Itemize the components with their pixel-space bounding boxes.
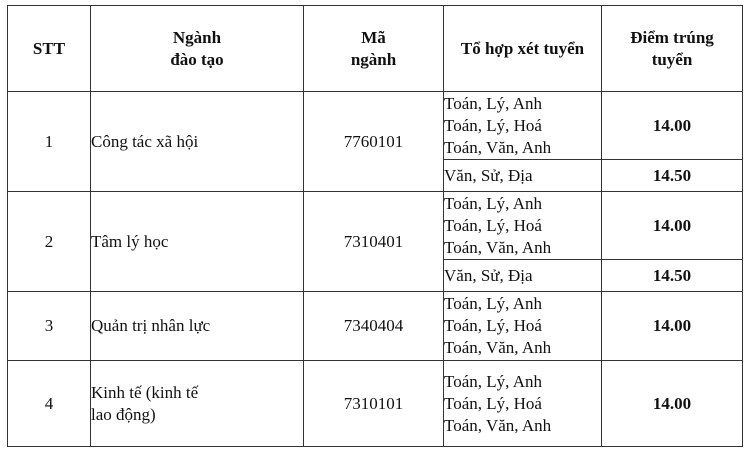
row-score: 14.00 bbox=[602, 92, 743, 160]
header-score-line-1: Điểm trúng bbox=[630, 27, 714, 47]
row-major bbox=[91, 361, 304, 447]
row-score: 14.50 bbox=[602, 160, 743, 192]
header-major bbox=[91, 6, 304, 92]
combo-line: Toán, Lý, Anh bbox=[444, 193, 542, 213]
combo-line: Toán, Lý, Hoá bbox=[444, 215, 542, 235]
combo-line: Toán, Văn, Anh bbox=[444, 237, 552, 257]
header-code-line-2: ngành bbox=[350, 49, 397, 69]
row-code: 7310101 bbox=[304, 361, 444, 447]
table-row bbox=[8, 292, 743, 361]
row-combo-cell bbox=[444, 361, 602, 447]
header-score-line-2: tuyển bbox=[651, 49, 693, 69]
combo-line: Toán, Văn, Anh bbox=[444, 137, 552, 157]
combo-line: Toán, Lý, Anh bbox=[444, 294, 542, 313]
combo-line: Toán, Lý, Anh bbox=[444, 93, 542, 113]
row-combo-cell bbox=[444, 292, 602, 361]
row-stt: 4 bbox=[8, 361, 91, 447]
row-major-line: lao động) bbox=[91, 404, 156, 424]
combo-line: Văn, Sử, Địa bbox=[444, 265, 533, 285]
combo-line: Toán, Văn, Anh bbox=[444, 415, 552, 435]
row-major bbox=[91, 192, 304, 292]
combo-line: Toán, Lý, Hoá bbox=[444, 393, 542, 413]
row-combo-cell bbox=[444, 92, 602, 160]
admission-score-table bbox=[7, 5, 743, 447]
row-major bbox=[91, 292, 304, 361]
header-code-line-1: Mã bbox=[361, 27, 386, 47]
row-stt: 2 bbox=[8, 192, 91, 292]
header-major-line-2: đào tạo bbox=[170, 49, 224, 69]
header-code bbox=[304, 6, 444, 92]
row-stt: 1 bbox=[8, 92, 91, 192]
row-combo-cell bbox=[444, 192, 602, 260]
row-major bbox=[91, 92, 304, 192]
row-score: 14.00 bbox=[602, 361, 743, 447]
row-major-line: Tâm lý học bbox=[91, 231, 169, 251]
header-score bbox=[602, 6, 743, 92]
row-code: 7310401 bbox=[304, 192, 444, 292]
row-score: 14.50 bbox=[602, 260, 743, 292]
table-row bbox=[8, 192, 743, 260]
row-combo-cell bbox=[444, 160, 602, 192]
row-major-line: Công tác xã hội bbox=[91, 131, 199, 151]
table-row bbox=[8, 92, 743, 160]
combo-line: Toán, Lý, Anh bbox=[444, 371, 542, 391]
row-code: 7760101 bbox=[304, 92, 444, 192]
row-score: 14.00 bbox=[602, 192, 743, 260]
row-combo-cell bbox=[444, 260, 602, 292]
header-stt: STT bbox=[8, 6, 91, 92]
table-header-row bbox=[8, 6, 743, 92]
table-row bbox=[8, 361, 743, 447]
row-score: 14.00 bbox=[602, 292, 743, 361]
row-major-line: Quản trị nhân lực bbox=[91, 316, 211, 335]
row-stt: 3 bbox=[8, 292, 91, 361]
header-combo: Tổ hợp xét tuyển bbox=[444, 6, 602, 92]
combo-line: Toán, Văn, Anh bbox=[444, 338, 552, 357]
header-major-line-1: Ngành bbox=[172, 27, 222, 47]
combo-line: Toán, Lý, Hoá bbox=[444, 115, 542, 135]
combo-line: Văn, Sử, Địa bbox=[444, 165, 533, 185]
row-major-line: Kinh tế (kinh tế bbox=[91, 382, 199, 402]
row-code: 7340404 bbox=[304, 292, 444, 361]
combo-line: Toán, Lý, Hoá bbox=[444, 316, 542, 335]
